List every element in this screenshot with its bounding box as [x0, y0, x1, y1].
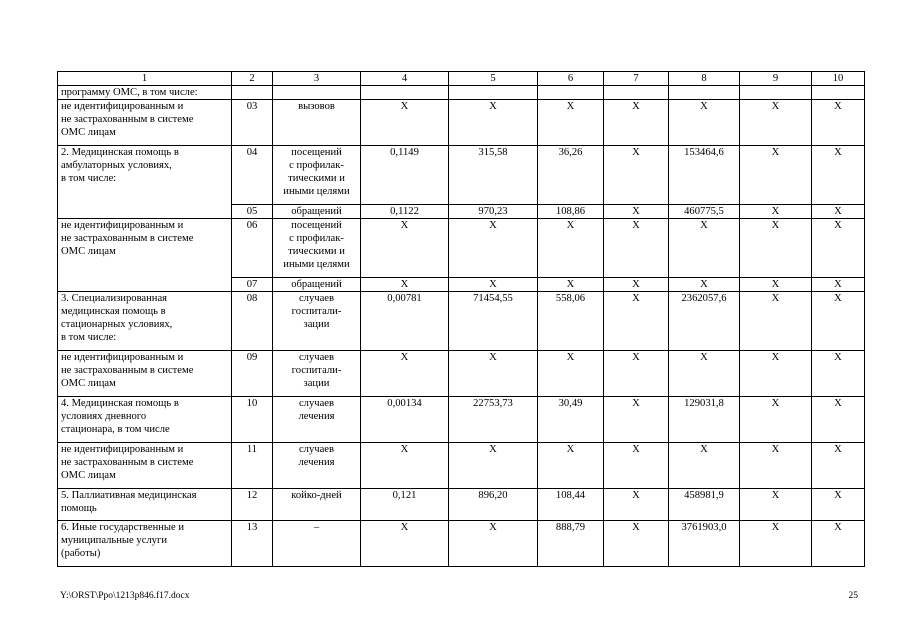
table-cell-col5: X: [449, 278, 538, 292]
table-cell-col3: случаев госпитали- зации: [273, 351, 361, 397]
table-body: [58, 86, 865, 567]
table-cell-col10: X: [812, 292, 865, 351]
table-cell-col4: X: [361, 521, 449, 567]
footer-file-path: Y:\ORST\Ppo\1213p846.f17.docx: [60, 591, 190, 601]
table-cell-col2: 05: [232, 205, 273, 219]
row-description-cell: 6. Иные государственные и муниципальные услуги (работы): [58, 521, 232, 567]
header-cell-6: 6: [538, 72, 604, 86]
table-cell-col7: X: [604, 489, 669, 521]
row-description-cell: 3. Специализированная медицинская помощь в стационарных условиях, в том числе:: [58, 292, 232, 351]
table-cell-col4: X: [361, 219, 449, 278]
table-cell-col10: X: [812, 351, 865, 397]
table-cell-col5: X: [449, 443, 538, 489]
footer-page-number: 25: [848, 591, 858, 601]
table-cell-col2: 09: [232, 351, 273, 397]
table-cell-col4: 0,1122: [361, 205, 449, 219]
table-cell-col2: 08: [232, 292, 273, 351]
table-cell-col8: X: [669, 443, 740, 489]
table-cell-col4: 0,00134: [361, 397, 449, 443]
table-cell-col8: X: [669, 219, 740, 278]
header-cell-9: 9: [740, 72, 812, 86]
table-cell-col2: 11: [232, 443, 273, 489]
table-cell-col3: посещений с профилак- тическими и иными целями: [273, 219, 361, 278]
table-cell-col2: 04: [232, 146, 273, 205]
table-cell-col3: случаев госпитали- зации: [273, 292, 361, 351]
row-description-cell: 5. Паллиативная медицинская помощь: [58, 489, 232, 521]
table-cell-col3: [273, 86, 361, 100]
table-cell-col7: X: [604, 351, 669, 397]
table-cell-col8: 153464,6: [669, 146, 740, 205]
table-cell-col10: X: [812, 205, 865, 219]
table-cell-col3: вызовов: [273, 100, 361, 146]
table-cell-col6: X: [538, 219, 604, 278]
table-cell-col6: X: [538, 278, 604, 292]
table-cell-col9: X: [740, 219, 812, 278]
table-cell-col8: [669, 86, 740, 100]
header-cell-4: 4: [361, 72, 449, 86]
table-cell-col8: 129031,8: [669, 397, 740, 443]
table-cell-col6: 30,49: [538, 397, 604, 443]
table-cell-col5: X: [449, 521, 538, 567]
table-cell-col2: 13: [232, 521, 273, 567]
table-cell-col3: посещений с профилак- тическими и иными целями: [273, 146, 361, 205]
table-cell-col5: [449, 86, 538, 100]
table-cell-col4: X: [361, 443, 449, 489]
table-cell-col2: 10: [232, 397, 273, 443]
table-cell-col8: X: [669, 278, 740, 292]
table-cell-col8: 3761903,0: [669, 521, 740, 567]
table-cell-col9: X: [740, 443, 812, 489]
table-cell-col9: X: [740, 146, 812, 205]
table-cell-col7: X: [604, 521, 669, 567]
table-cell-col8: X: [669, 351, 740, 397]
table-cell-col2: 03: [232, 100, 273, 146]
header-cell-5: 5: [449, 72, 538, 86]
header-row: [58, 72, 865, 86]
table-cell-col2: 06: [232, 219, 273, 278]
header-cell-7: 7: [604, 72, 669, 86]
table-row: [58, 86, 865, 100]
table-cell-col3: –: [273, 521, 361, 567]
table-cell-col10: X: [812, 100, 865, 146]
table-cell-col10: X: [812, 489, 865, 521]
table-cell-col10: [812, 86, 865, 100]
table-cell-col7: X: [604, 278, 669, 292]
table-cell-col7: X: [604, 205, 669, 219]
header-cell-1: 1: [58, 72, 232, 86]
table-cell-col7: [604, 86, 669, 100]
table-cell-col10: X: [812, 146, 865, 205]
table-row: [58, 443, 865, 489]
table-cell-col9: X: [740, 397, 812, 443]
row-description-cell: не идентифицированным и не застрахованным в системе ОМС лицам: [58, 219, 232, 292]
table-cell-col5: 315,58: [449, 146, 538, 205]
table-cell-col5: 896,20: [449, 489, 538, 521]
header-cell-3: 3: [273, 72, 361, 86]
table-cell-col6: X: [538, 443, 604, 489]
table-cell-col9: X: [740, 351, 812, 397]
table-cell-col6: 558,06: [538, 292, 604, 351]
table-cell-col6: X: [538, 351, 604, 397]
table-cell-col8: 460775,5: [669, 205, 740, 219]
table-cell-col10: X: [812, 397, 865, 443]
table-row: [58, 100, 865, 146]
table-cell-col2: [232, 86, 273, 100]
table-cell-col10: X: [812, 521, 865, 567]
table-row: [58, 351, 865, 397]
table-cell-col9: X: [740, 521, 812, 567]
table-cell-col3: обращений: [273, 278, 361, 292]
table-cell-col6: 108,44: [538, 489, 604, 521]
table-cell-col5: 22753,73: [449, 397, 538, 443]
table-cell-col4: 0,00781: [361, 292, 449, 351]
table-cell-col4: X: [361, 351, 449, 397]
table-cell-col9: X: [740, 292, 812, 351]
table-cell-col6: 888,79: [538, 521, 604, 567]
table-cell-col5: X: [449, 351, 538, 397]
table-cell-col5: 970,23: [449, 205, 538, 219]
table-row: [58, 292, 865, 351]
table-cell-col9: [740, 86, 812, 100]
table-cell-col9: X: [740, 100, 812, 146]
table-cell-col6: [538, 86, 604, 100]
table-cell-col3: случаев лечения: [273, 397, 361, 443]
table-cell-col9: X: [740, 489, 812, 521]
table-row: [58, 219, 865, 278]
row-description-cell: не идентифицированным и не застрахованным в системе ОМС лицам: [58, 351, 232, 397]
table-row: [58, 146, 865, 205]
table-cell-col7: X: [604, 292, 669, 351]
table-cell-col10: X: [812, 278, 865, 292]
table-cell-col5: X: [449, 100, 538, 146]
row-description-cell: не идентифицированным и не застрахованным в системе ОМС лицам: [58, 100, 232, 146]
table-cell-col8: 2362057,6: [669, 292, 740, 351]
table-cell-col2: 12: [232, 489, 273, 521]
table-row: [58, 521, 865, 567]
table-cell-col3: обращений: [273, 205, 361, 219]
table-cell-col8: 458981,9: [669, 489, 740, 521]
table-cell-col8: X: [669, 100, 740, 146]
table-cell-col3: случаев лечения: [273, 443, 361, 489]
table-cell-col7: X: [604, 146, 669, 205]
row-description-cell: не идентифицированным и не застрахованным в системе ОМС лицам: [58, 443, 232, 489]
row-description-cell: программу ОМС, в том числе:: [58, 86, 232, 100]
table-cell-col9: X: [740, 205, 812, 219]
header-cell-2: 2: [232, 72, 273, 86]
table-cell-col9: X: [740, 278, 812, 292]
header-cell-8: 8: [669, 72, 740, 86]
table-cell-col3: койко-дней: [273, 489, 361, 521]
data-table: [57, 71, 865, 567]
table-row: [58, 397, 865, 443]
table-cell-col10: X: [812, 443, 865, 489]
table-cell-col7: X: [604, 443, 669, 489]
header-cell-10: 10: [812, 72, 865, 86]
table-cell-col7: X: [604, 397, 669, 443]
table-cell-col4: 0,121: [361, 489, 449, 521]
table-cell-col7: X: [604, 100, 669, 146]
table-cell-col4: X: [361, 100, 449, 146]
table-cell-col5: X: [449, 219, 538, 278]
table-row: [58, 489, 865, 521]
row-description-cell: 4. Медицинская помощь в условиях дневного стационара, в том числе: [58, 397, 232, 443]
table-cell-col4: 0,1149: [361, 146, 449, 205]
row-description-cell: 2. Медицинская помощь в амбулаторных условиях, в том числе:: [58, 146, 232, 219]
table-cell-col5: 71454,55: [449, 292, 538, 351]
table-cell-col6: X: [538, 100, 604, 146]
table-cell-col6: 36,26: [538, 146, 604, 205]
table-cell-col4: X: [361, 278, 449, 292]
table-cell-col6: 108,86: [538, 205, 604, 219]
table-cell-col4: [361, 86, 449, 100]
table-cell-col7: X: [604, 219, 669, 278]
table-cell-col10: X: [812, 219, 865, 278]
table-cell-col2: 07: [232, 278, 273, 292]
